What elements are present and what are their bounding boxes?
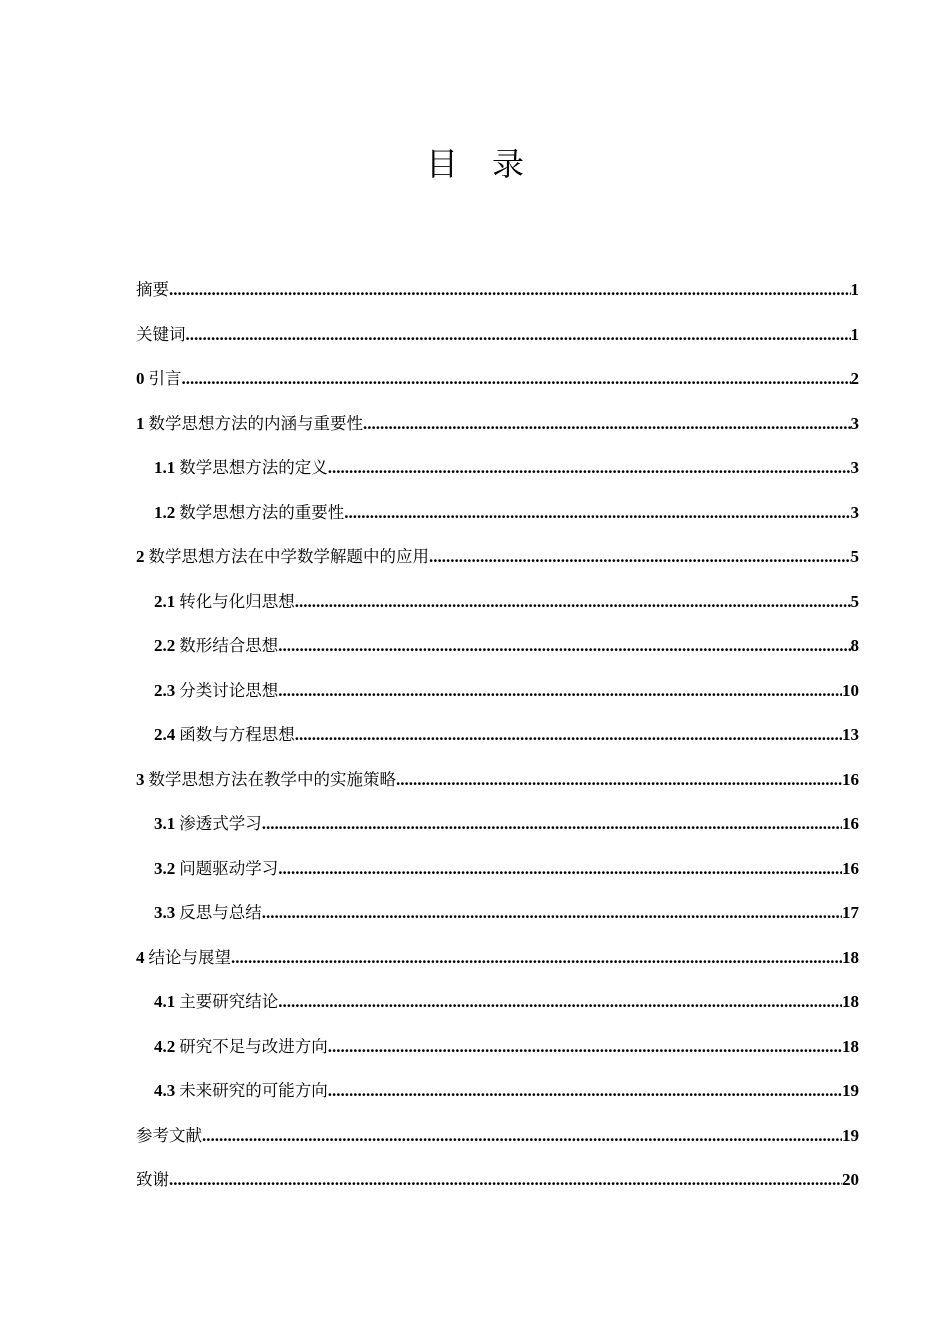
toc-entry-number: 4.3 bbox=[154, 1081, 176, 1100]
toc-page-number: 19 bbox=[842, 1125, 859, 1145]
toc-entry-label: 致谢 bbox=[136, 1170, 169, 1189]
toc-page-number: 3 bbox=[850, 458, 859, 477]
toc-entry[interactable] bbox=[136, 1029, 859, 1074]
toc-entry-label: 数学思想方法在中学数学解题中的应用 bbox=[148, 547, 429, 566]
toc-entry[interactable] bbox=[136, 317, 859, 362]
toc-entry[interactable] bbox=[136, 895, 859, 940]
page-title: 目录 bbox=[425, 145, 558, 183]
toc-entry[interactable] bbox=[136, 495, 859, 540]
toc-entry-number: 1.2 bbox=[154, 502, 176, 522]
toc-entry-number: 3.2 bbox=[154, 858, 176, 878]
toc-entry-number: 1 bbox=[136, 413, 145, 433]
toc-dot-leader bbox=[328, 1029, 842, 1065]
toc-entry-number: 3.1 bbox=[154, 814, 176, 833]
toc-entry-label: 数学思想方法的重要性 bbox=[179, 502, 345, 522]
table-of-contents bbox=[136, 272, 859, 1207]
toc-entry-label: 数形结合思想 bbox=[179, 636, 279, 655]
toc-entry-label: 转化与化归思想 bbox=[179, 591, 295, 611]
toc-entry[interactable] bbox=[136, 673, 859, 718]
toc-page-number: 3 bbox=[850, 502, 859, 522]
toc-entry-label: 未来研究的可能方向 bbox=[179, 1081, 328, 1100]
toc-dot-leader bbox=[202, 1118, 842, 1154]
toc-entry[interactable] bbox=[136, 762, 859, 807]
toc-entry-label: 关键词 bbox=[136, 324, 186, 344]
toc-dot-leader bbox=[262, 806, 842, 842]
toc-page-number: 19 bbox=[842, 1081, 859, 1100]
toc-entry[interactable] bbox=[136, 1073, 859, 1118]
toc-entry[interactable] bbox=[136, 984, 859, 1029]
toc-entry[interactable] bbox=[136, 717, 859, 762]
toc-page-number: 2 bbox=[850, 369, 859, 388]
toc-entry[interactable] bbox=[136, 406, 859, 451]
toc-page-number: 8 bbox=[850, 636, 859, 655]
toc-entry-label: 反思与总结 bbox=[179, 903, 262, 922]
toc-entry-label: 问题驱动学习 bbox=[179, 858, 279, 878]
toc-dot-leader bbox=[169, 1162, 842, 1198]
toc-dot-leader bbox=[182, 361, 851, 397]
toc-entry-label: 研究不足与改进方向 bbox=[179, 1036, 328, 1056]
toc-entry-number: 4 bbox=[136, 947, 145, 967]
toc-entry-label: 参考文献 bbox=[136, 1125, 202, 1145]
toc-entry-label: 分类讨论思想 bbox=[179, 680, 279, 700]
toc-dot-leader bbox=[344, 495, 850, 531]
toc-page-number: 3 bbox=[850, 413, 859, 433]
toc-dot-leader bbox=[295, 717, 842, 753]
toc-page-number: 5 bbox=[850, 591, 859, 611]
toc-entry-label: 数学思想方法的内涵与重要性 bbox=[148, 413, 363, 433]
toc-entry-label: 数学思想方法的定义 bbox=[179, 458, 328, 477]
toc-entry[interactable] bbox=[136, 1162, 859, 1207]
toc-dot-leader bbox=[396, 762, 842, 798]
toc-entry-number: 0 bbox=[136, 369, 145, 388]
toc-entry[interactable] bbox=[136, 628, 859, 673]
toc-page-number: 18 bbox=[842, 1036, 859, 1056]
toc-entry-number: 2 bbox=[136, 547, 145, 566]
toc-entry-number: 4.1 bbox=[154, 992, 176, 1011]
toc-entry-label: 渗透式学习 bbox=[179, 814, 262, 833]
toc-page-number: 20 bbox=[842, 1170, 859, 1189]
toc-dot-leader bbox=[328, 450, 851, 486]
toc-dot-leader bbox=[186, 317, 851, 353]
toc-entry-number: 4.2 bbox=[154, 1036, 176, 1056]
toc-page-number: 5 bbox=[850, 547, 859, 566]
toc-page-number: 18 bbox=[842, 992, 859, 1011]
toc-entry-label: 主要研究结论 bbox=[179, 992, 279, 1011]
toc-entry-label: 结论与展望 bbox=[148, 947, 231, 967]
toc-page-number: 17 bbox=[842, 903, 859, 922]
toc-dot-leader bbox=[278, 673, 842, 709]
toc-page-number: 16 bbox=[842, 769, 859, 789]
toc-dot-leader bbox=[295, 584, 851, 620]
toc-page-number: 1 bbox=[850, 324, 859, 344]
toc-entry-number: 3 bbox=[136, 769, 145, 789]
toc-entry-number: 2.1 bbox=[154, 591, 176, 611]
toc-dot-leader bbox=[231, 940, 842, 976]
toc-entry-number: 3.3 bbox=[154, 903, 176, 922]
toc-dot-leader bbox=[169, 272, 851, 308]
toc-entry-label: 摘要 bbox=[136, 280, 169, 299]
toc-entry-label: 函数与方程思想 bbox=[179, 725, 295, 744]
toc-entry[interactable] bbox=[136, 584, 859, 629]
toc-entry-number: 1.1 bbox=[154, 458, 176, 477]
toc-page-number: 16 bbox=[842, 858, 859, 878]
toc-entry[interactable] bbox=[136, 539, 859, 584]
toc-entry-number: 2.4 bbox=[154, 725, 176, 744]
toc-dot-leader bbox=[278, 984, 842, 1020]
toc-page-number: 1 bbox=[850, 280, 859, 299]
toc-entry[interactable] bbox=[136, 361, 859, 406]
toc-page-number: 10 bbox=[842, 680, 859, 700]
toc-page-number: 13 bbox=[842, 725, 859, 744]
toc-entry-number: 2.2 bbox=[154, 636, 176, 655]
toc-entry[interactable] bbox=[136, 1118, 859, 1163]
toc-dot-leader bbox=[429, 539, 851, 575]
toc-dot-leader bbox=[262, 895, 842, 931]
toc-entry[interactable] bbox=[136, 940, 859, 985]
toc-entry[interactable] bbox=[136, 806, 859, 851]
toc-dot-leader bbox=[363, 406, 851, 442]
toc-entry[interactable] bbox=[136, 851, 859, 896]
toc-entry-label: 数学思想方法在教学中的实施策略 bbox=[148, 769, 396, 789]
toc-entry[interactable] bbox=[136, 272, 859, 317]
toc-page-number: 16 bbox=[842, 814, 859, 833]
toc-dot-leader bbox=[278, 628, 850, 664]
toc-entry[interactable] bbox=[136, 450, 859, 495]
toc-entry-label: 引言 bbox=[148, 369, 182, 388]
toc-dot-leader bbox=[328, 1073, 842, 1109]
toc-page-number: 18 bbox=[842, 947, 859, 967]
toc-entry-number: 2.3 bbox=[154, 680, 176, 700]
toc-dot-leader bbox=[278, 851, 842, 887]
